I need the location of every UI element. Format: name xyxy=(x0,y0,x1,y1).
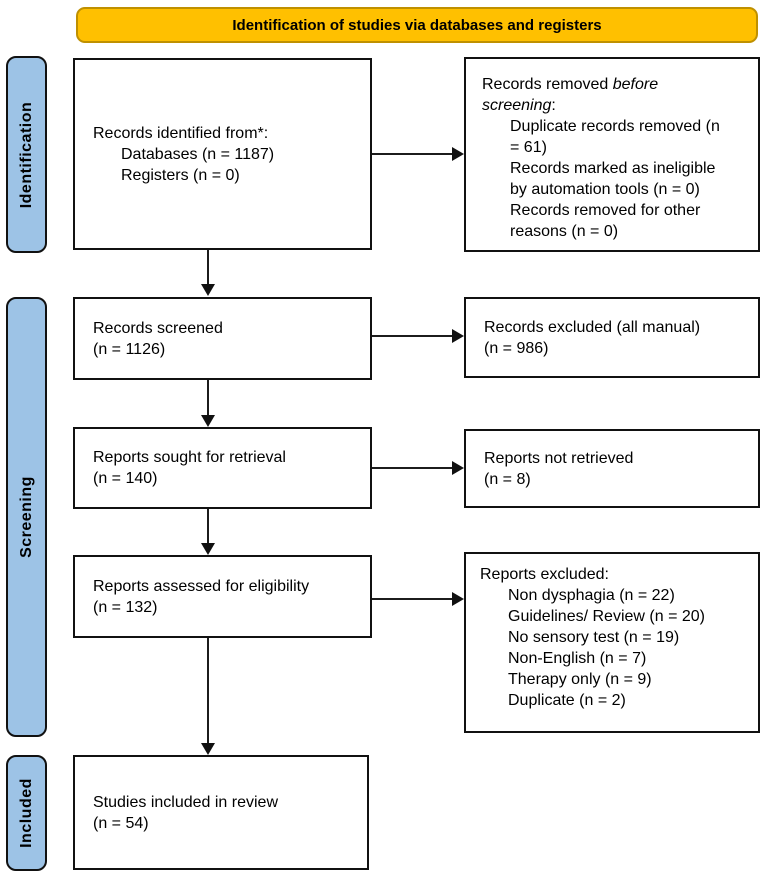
stage-label-included: Included xyxy=(17,778,35,848)
stage-bar-included xyxy=(6,755,47,871)
box-studies-included xyxy=(73,755,369,870)
box-records-removed-item: Duplicate records removed (n = 61) xyxy=(510,118,720,156)
stage-bar-screening xyxy=(6,297,47,737)
box-records-removed xyxy=(464,57,760,252)
box-records-removed-title-prefix: Records removed xyxy=(482,76,613,93)
box-records-excluded-line: (n = 986) xyxy=(484,339,549,357)
box-studies-included-line: (n = 54) xyxy=(93,814,149,832)
box-reports-not-retrieved-line: (n = 8) xyxy=(484,470,531,488)
banner xyxy=(76,7,758,43)
arrow-line xyxy=(372,467,454,469)
box-records-removed-item: Records removed for other reasons (n = 0) xyxy=(510,202,701,240)
arrow-head-icon xyxy=(452,461,464,475)
arrow-head-icon xyxy=(201,743,215,755)
box-records-excluded-line: Records excluded (all manual) xyxy=(484,318,701,336)
box-records-identified-item: Databases (n = 1187) xyxy=(121,145,275,163)
box-records-identified xyxy=(73,58,372,250)
box-records-identified-title: Records identified from*: xyxy=(93,124,269,142)
arrow-head-icon xyxy=(201,543,215,555)
box-records-screened-line: (n = 1126) xyxy=(93,340,166,358)
box-reports-excluded-item: Non-English (n = 7) xyxy=(508,650,647,667)
arrow-line xyxy=(372,153,454,155)
box-reports-assessed-line: (n = 132) xyxy=(93,598,158,616)
box-records-identified-item: Registers (n = 0) xyxy=(121,166,240,184)
stage-label-identification: Identification xyxy=(17,101,35,208)
box-reports-not-retrieved-line: Reports not retrieved xyxy=(484,449,634,467)
box-reports-not-retrieved xyxy=(464,429,760,508)
box-reports-excluded-item: Non dysphagia (n = 22) xyxy=(508,587,675,604)
box-records-screened xyxy=(73,297,372,380)
box-reports-assessed xyxy=(73,555,372,638)
arrow-line xyxy=(207,638,209,745)
box-reports-excluded xyxy=(464,552,760,733)
arrow-line xyxy=(207,509,209,545)
arrow-head-icon xyxy=(201,284,215,296)
arrow-head-icon xyxy=(201,415,215,427)
stage-bar-identification xyxy=(6,56,47,253)
box-records-removed-item: Records marked as ineligible by automation tools (n = 0) xyxy=(510,160,716,198)
box-records-excluded xyxy=(464,297,760,378)
box-reports-excluded-item: Guidelines/ Review (n = 20) xyxy=(508,608,705,625)
arrow-head-icon xyxy=(452,147,464,161)
stage-label-screening: Screening xyxy=(17,476,35,558)
box-records-removed-title xyxy=(482,74,702,116)
arrow-line xyxy=(372,335,454,337)
box-reports-excluded-title: Reports excluded: xyxy=(480,566,609,583)
box-reports-sought xyxy=(73,427,372,509)
banner-label: Identification of studies via databases and registers xyxy=(232,16,602,34)
arrow-line xyxy=(207,380,209,417)
box-studies-included-line: Studies included in review xyxy=(93,793,278,811)
box-reports-excluded-item: Therapy only (n = 9) xyxy=(508,671,652,688)
arrow-head-icon xyxy=(452,329,464,343)
box-reports-assessed-line: Reports assessed for eligibility xyxy=(93,577,310,595)
box-records-removed-title-suffix: : xyxy=(551,97,556,114)
box-records-removed-title-italic: before screening xyxy=(482,76,659,114)
box-reports-sought-line: Reports sought for retrieval xyxy=(93,449,286,466)
arrow-line xyxy=(207,250,209,286)
box-records-screened-line: Records screened xyxy=(93,319,223,337)
box-reports-sought-line: (n = 140) xyxy=(93,470,158,487)
box-reports-excluded-item: Duplicate (n = 2) xyxy=(508,692,626,709)
arrow-line xyxy=(372,598,454,600)
box-reports-excluded-item: No sensory test (n = 19) xyxy=(508,629,680,646)
arrow-head-icon xyxy=(452,592,464,606)
